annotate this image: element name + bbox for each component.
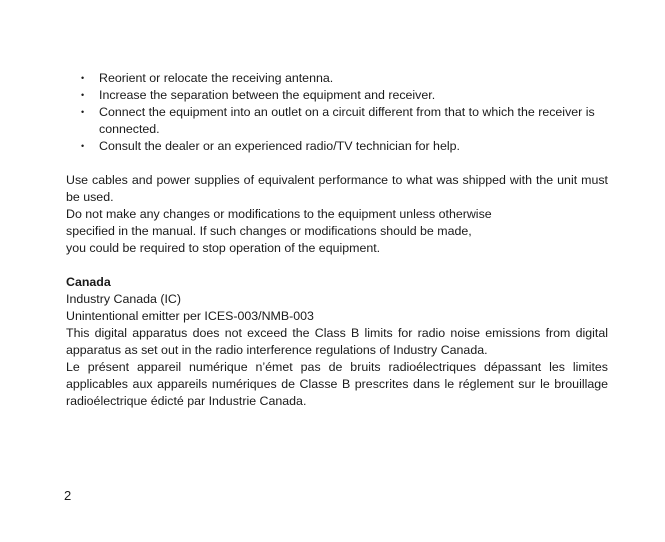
list-item-text: Increase the separation between the equipment and receiver. — [99, 88, 436, 102]
bullet-icon: • — [81, 107, 85, 117]
bullet-icon: • — [81, 73, 85, 83]
list-item — [66, 87, 608, 104]
french-compliance-paragraph: Le présent appareil numérique n’émet pas de bruits radioélectriques dépassant les limites applicables aux appareils numériques de Classe B prescrites dans le réglement sur le brouillage radioélectrique édicté par Industrie Canada. — [66, 360, 608, 408]
cables-paragraph: Use cables and power supplies of equivalent performance to what was shipped with the unit must be used. — [66, 173, 608, 204]
spacer — [66, 155, 608, 172]
changes-line-3: you could be required to stop operation of the equipment. — [66, 241, 381, 255]
document-body — [66, 70, 608, 410]
changes-line-1: Do not make any changes or modifications to the equipment unless otherwise — [66, 207, 492, 221]
bullet-list — [66, 70, 608, 155]
industry-canada-line: Industry Canada (IC) — [66, 292, 182, 306]
list-item-text: Reorient or relocate the receiving antenna. — [99, 71, 334, 85]
page-number: 2 — [64, 488, 72, 503]
bullet-icon: • — [81, 141, 85, 151]
spacer — [66, 257, 608, 274]
list-item-text: Connect the equipment into an outlet on a circuit different from that to which the receiver is connected. — [99, 105, 595, 136]
english-compliance-paragraph: This digital apparatus does not exceed the Class B limits for radio noise emissions from digital apparatus as set out in the radio interference regulations of Industry Canada. — [66, 326, 608, 357]
list-item — [66, 138, 608, 155]
emitter-line: Unintentional emitter per ICES-003/NMB-003 — [66, 309, 314, 323]
list-item-text: Consult the dealer or an experienced radio/TV technician for help. — [99, 139, 460, 153]
bullet-icon: • — [81, 90, 85, 100]
list-item — [66, 104, 608, 138]
section-heading-canada: Canada — [66, 275, 111, 289]
changes-line-2: specified in the manual. If such changes or modifications should be made, — [66, 224, 472, 238]
list-item — [66, 70, 608, 87]
